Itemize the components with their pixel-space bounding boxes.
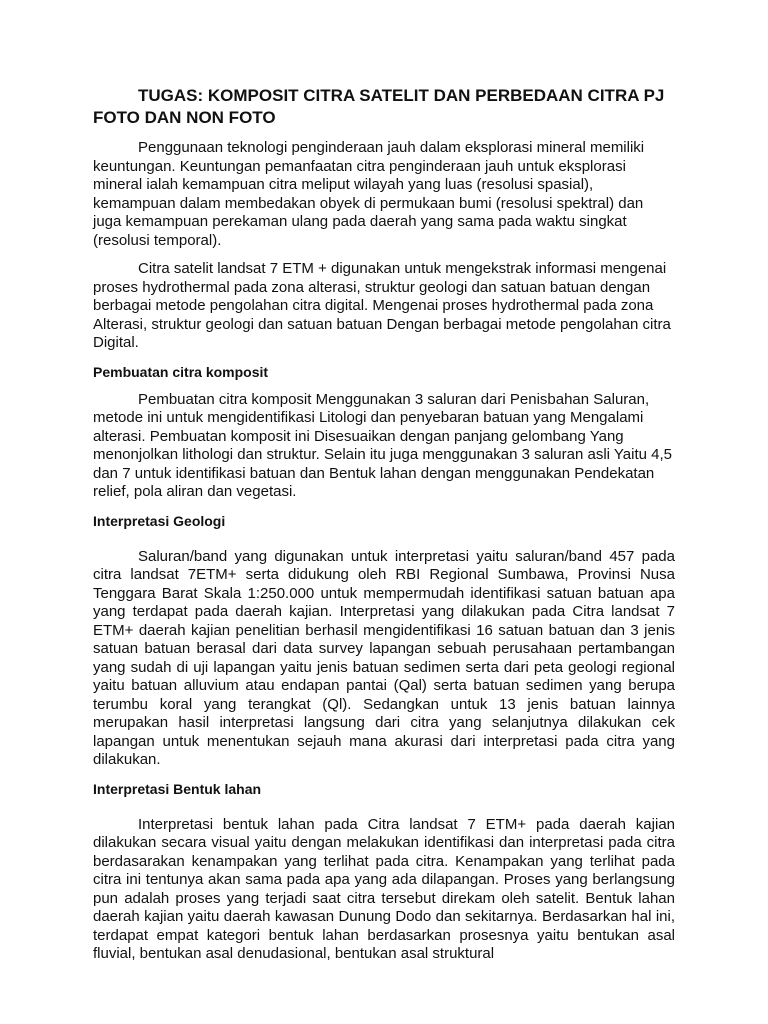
section-heading-landform: Interpretasi Bentuk lahan xyxy=(93,780,262,797)
intro-paragraph: Penggunaan teknologi penginderaan jauh dalam eksplorasi mineral memiliki keuntungan. Keuntungan pemanfaatan citra penginderaan jauh untuk eksplorasi mineral ialah kemampuan citra meliput wilayah yang luas (resolusi spasial), kemampuan dalam membedakan obyek di permukaan bumi (resolusi spektral) dan juga kemampuan perekaman ulang pada daerah yang sama pada waktu singkat (resolusi temporal). xyxy=(93,139,645,249)
section-heading-geology: Interpretasi Geologi xyxy=(93,512,226,529)
landform-paragraph: Interpretasi bentuk lahan pada Citra landsat 7 ETM+ pada daerah kajian dilakukan secara visual yaitu dengan melakukan identifikasi dan interpretasi pada citra berdasarakan kenampakan yang terlihat pada citra. Kenampakan yang terlihat pada citra ini tentunya akan sama pada apa yang ada dilapangan. Proses yang berlangsung pun adalah proses yang terjadi saat citra tersebut direkam oleh satelit. Bentuk lahan daerah kajian yaitu daerah kawasan Dunung Dodo dan sekitarnya. Berdasarkan hal ini, terdapat empat kategori bentuk lahan berdasarkan prosesnya yaitu bentukan asal fluvial, bentukan asal denudasional, bentukan asal struktural xyxy=(93,815,675,962)
section-heading-composite: Pembuatan citra komposit xyxy=(93,363,269,380)
composite-paragraph: Pembuatan citra komposit Menggunakan 3 saluran dari Penisbahan Saluran, metode ini untuk mengidentifikasi Litologi dan penyebaran batuan yang Mengalami alterasi. Pembuatan komposit ini Disesuaikan dengan panjang gelombang Yang menonjolkan lithologi dan struktur. Selain itu juga menggunakan 3 saluran asli Yaitu 4,5 dan 7 untuk identifikasi batuan dan Bentuk lahan dengan menggunakan Pendekatan relief, pola aliran dan vegetasi. xyxy=(93,390,672,500)
document-title: TUGAS: KOMPOSIT CITRA SATELIT DAN PERBEDAAN CITRA PJ FOTO DAN NON FOTO xyxy=(93,86,665,127)
landsat-paragraph: Citra satelit landsat 7 ETM + digunakan untuk mengekstrak informasi mengenai proses hydrothermal pada zona alterasi, struktur geologi dan satuan batuan dengan berbagai metode pengolahan citra digital. Mengenai proses hydrothermal pada zona Alterasi, struktur geologi dan satuan batuan Dengan berbagai metode pengolahan citra Digital. xyxy=(93,260,671,351)
geology-paragraph: Saluran/band yang digunakan untuk interpretasi yaitu saluran/band 457 pada citra landsat 7ETM+ serta didukung oleh RBI Regional Sumbawa, Provinsi Nusa Tenggara Barat Skala 1:250.000 untuk mempermudah identifikasi satuan batuan apa yang terdapat pada daerah kajian. Interpretasi yang dilakukan pada Citra landsat 7 ETM+ daerah kajian penelitian berhasil mengidentifikasi 16 satuan batuan dan 3 jenis satuan batuan berasal dari data survey lapangan sebuah perusahaan pertambangan yang sudah di uji lapangan yaitu jenis batuan sedimen serta dari peta geologi regional yaitu batuan alluvium atau endapan pantai (Qal) serta batuan sedimen yang berupa terumbu koral yang terangkat (Ql). Sedangkan untuk 13 jenis batuan lainnya merupakan hasil interpretasi langsung dari citra yang selanjutnya dilakukan cek lapangan untuk menentukan sejauh mana akurasi dari interpretasi pada citra yang dilakukan. xyxy=(93,547,675,768)
